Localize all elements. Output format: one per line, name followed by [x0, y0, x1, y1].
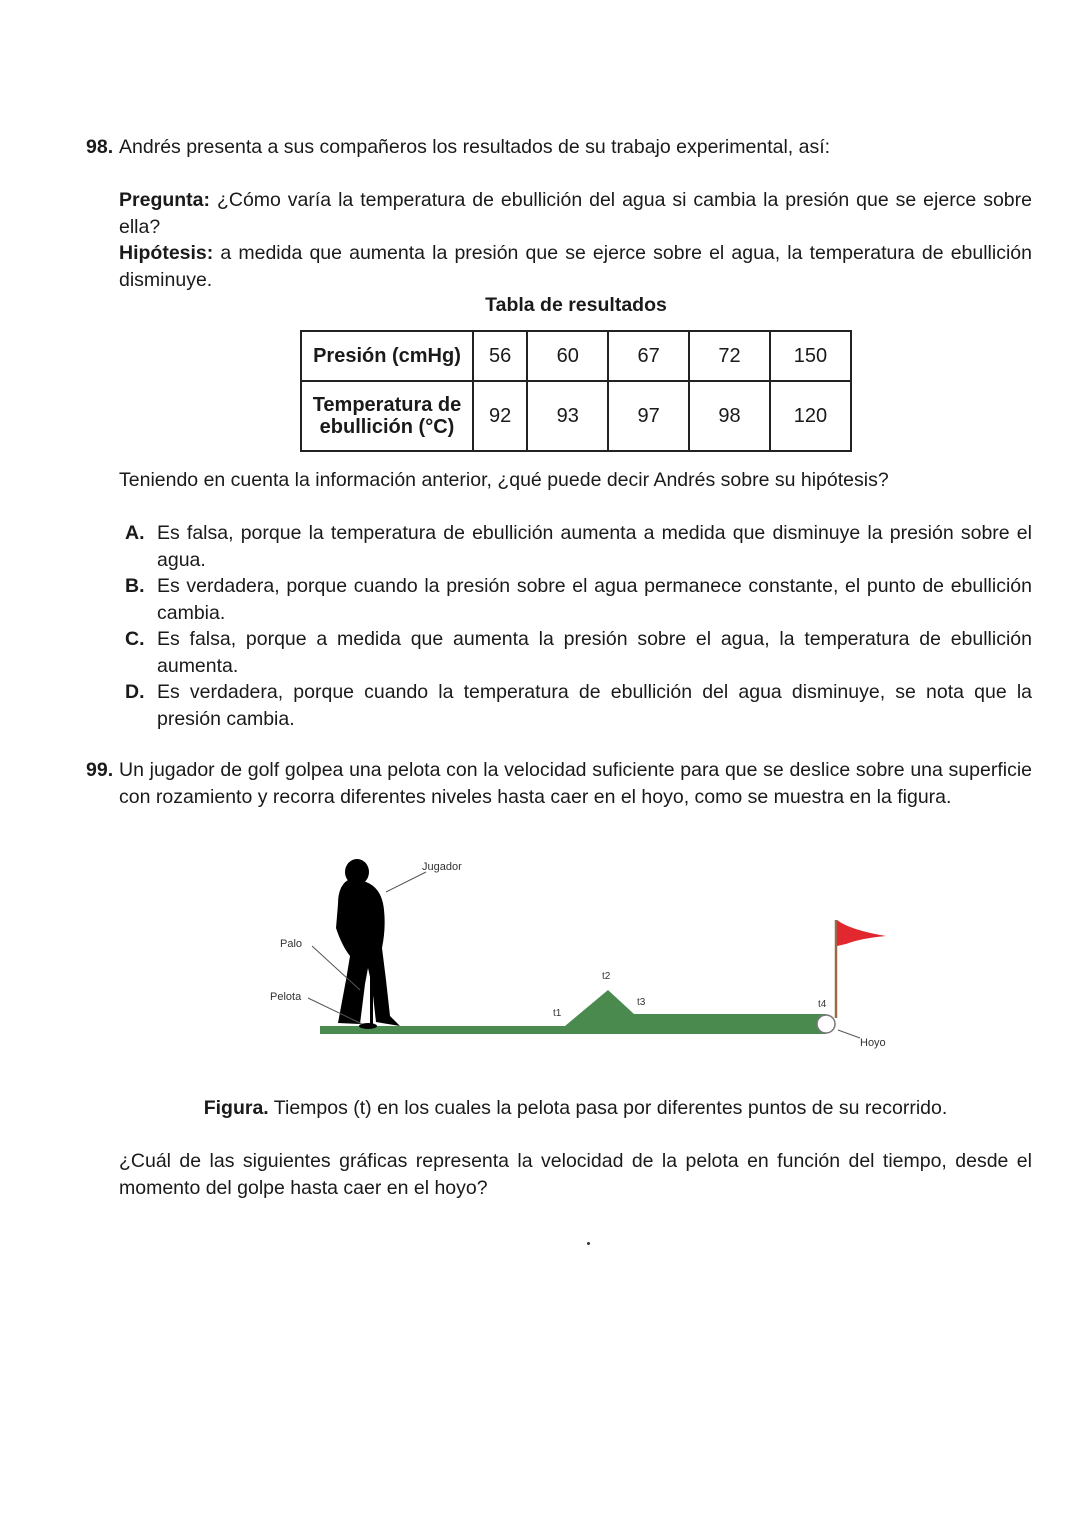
temperature-cell: 120 — [770, 381, 851, 451]
pregunta-paragraph — [119, 187, 1032, 240]
label-t2: t2 — [602, 971, 611, 982]
label-palo: Palo — [280, 938, 303, 950]
answer-options — [125, 520, 1032, 732]
option-letter: D. — [125, 681, 145, 703]
pressure-cell: 67 — [608, 331, 689, 381]
option-b[interactable] — [125, 573, 1032, 626]
golf-figure — [250, 848, 930, 1058]
table-row-pressure — [301, 331, 851, 381]
pressure-cell: 60 — [527, 331, 608, 381]
label-t1: t1 — [553, 1008, 562, 1019]
option-a[interactable] — [125, 520, 1032, 573]
temperature-cell: 98 — [689, 381, 770, 451]
pressure-cell: 56 — [473, 331, 527, 381]
question-98-prompt: Teniendo en cuenta la información anterior, ¿qué puede decir Andrés sobre su hipótesis? — [119, 469, 889, 491]
pregunta-label: Pregunta: — [119, 189, 211, 211]
row-header-temperature: Temperatura de ebullición (°C) — [301, 381, 473, 451]
option-text: Es falsa, porque a medida que aumenta la presión sobre el agua, la temperatura de ebullición aumenta. — [157, 628, 1032, 677]
pressure-cell: 150 — [770, 331, 851, 381]
caption-text: Tiempos (t) en los cuales la pelota pasa por diferentes puntos de su recorrido. — [268, 1097, 948, 1119]
table-row-temperature — [301, 381, 851, 451]
label-jugador: Jugador — [422, 861, 462, 873]
label-hoyo: Hoyo — [860, 1037, 886, 1049]
ball-in-hole-icon — [817, 1015, 835, 1033]
option-c[interactable] — [125, 626, 1032, 679]
temperature-cell: 93 — [527, 381, 608, 451]
question-98-header — [86, 134, 1032, 161]
table-title: Tabla de resultados — [485, 294, 667, 316]
pointer-hoyo — [838, 1030, 860, 1038]
question-number: 99. — [86, 759, 114, 781]
option-d[interactable] — [125, 679, 1032, 732]
question-99-header — [86, 757, 1032, 810]
golfer-silhouette-icon — [336, 859, 400, 1029]
pressure-cell: 72 — [689, 331, 770, 381]
option-text: Es verdadera, porque cuando la presión sobre el agua permanece constante, el punto de ebullición cambia. — [157, 575, 1032, 624]
pointer-jugador — [386, 872, 426, 892]
temperature-cell: 97 — [608, 381, 689, 451]
stray-dot — [587, 1242, 590, 1245]
question-intro: Andrés presenta a sus compañeros los resultados de su trabajo experimental, así: — [119, 136, 831, 158]
ground-path — [320, 990, 826, 1034]
question-number: 98. — [86, 136, 114, 158]
option-letter: A. — [125, 522, 145, 544]
question-intro: Un jugador de golf golpea una pelota con la velocidad suficiente para que se deslice sobre una superficie con rozamiento y recorra diferentes niveles hasta caer en el hoyo, como se muestra en la figura. — [119, 759, 1032, 808]
row-header-pressure: Presión (cmHg) — [301, 331, 473, 381]
label-t3: t3 — [637, 997, 646, 1008]
caption-label: Figura. — [203, 1097, 269, 1119]
results-table — [300, 330, 852, 452]
pregunta-text: ¿Cómo varía la temperatura de ebullición del agua si cambia la presión que se ejerce sobre ella? — [119, 189, 1032, 238]
option-letter: C. — [125, 628, 145, 650]
option-letter: B. — [125, 575, 145, 597]
hipotesis-text: a medida que aumenta la presión que se ejerce sobre el agua, la temperatura de ebullición disminuye. — [119, 242, 1032, 291]
temperature-cell: 92 — [473, 381, 527, 451]
question-99-prompt: ¿Cuál de las siguientes gráficas representa la velocidad de la pelota en función del tiempo, desde el momento del golpe hasta caer en el hoyo? — [119, 1150, 1032, 1199]
figure-caption — [119, 1095, 1032, 1122]
hipotesis-label: Hipótesis: — [119, 242, 214, 264]
flag-icon — [837, 920, 886, 946]
option-text: Es falsa, porque la temperatura de ebullición aumenta a medida que disminuye la presión sobre el agua. — [157, 522, 1032, 571]
hipotesis-paragraph — [119, 240, 1032, 293]
label-t4: t4 — [818, 999, 827, 1010]
option-text: Es verdadera, porque cuando la temperatura de ebullición del agua disminuye, se nota que la presión cambia. — [157, 681, 1032, 730]
label-pelota: Pelota — [270, 991, 302, 1003]
